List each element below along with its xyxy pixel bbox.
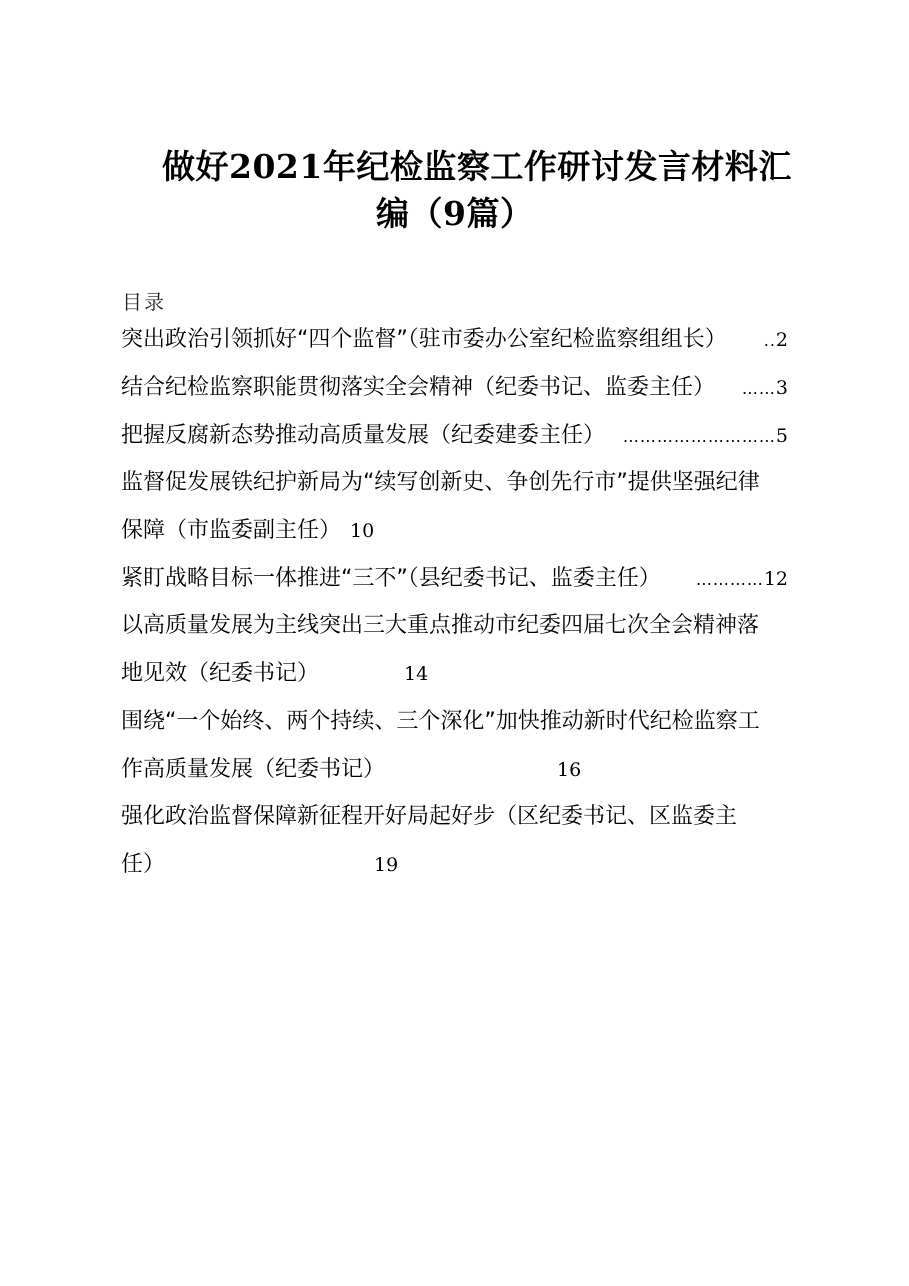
toc-entry-text-line-2: 任） (121, 852, 166, 877)
leader-dots: …… (741, 379, 776, 398)
toc-entry-text-line-1: 围绕“一个始终、两个持续、三个深化”加快推动新时代纪检监察工 (121, 709, 760, 734)
toc-entry-7-cont[interactable] (121, 755, 385, 785)
toc-entry-1-page (764, 325, 788, 356)
toc-entry-text-line-1: 监督促发展铁纪护新局为“续写创新史、争创先行市”提供坚强纪律 (121, 470, 760, 495)
toc-entry-text-line-1: 以高质量发展为主线突出三大重点推动市纪委四届七次全会精神落 (121, 613, 760, 638)
title-line-2: 编（9篇） (376, 194, 534, 233)
toc-entry-7-page: 16 (557, 759, 582, 781)
toc-entry-2-page (742, 373, 788, 404)
toc-entry-text: 结合纪检监察职能贯彻落实全会精神（纪委书记、监委主任） (121, 375, 716, 400)
toc-entry-8-page: 19 (374, 854, 399, 876)
toc-entry-6-page: 14 (404, 663, 429, 685)
leader-dots: .. (763, 331, 776, 350)
toc-entry-4-cont[interactable] (121, 516, 374, 546)
toc-entry-1[interactable] (121, 325, 727, 355)
page-number: 12 (763, 568, 788, 590)
page-number: 2 (775, 329, 788, 351)
page-number: 3 (775, 377, 788, 399)
toc-entry-text-line-2: 保障（市监委副主任） (121, 518, 342, 543)
toc-entry-3[interactable] (121, 421, 605, 451)
page-number: 10 (350, 520, 375, 542)
toc-entry-text: 紧盯战略目标一体推进“三不”（县纪委书记、监委主任） (121, 566, 661, 591)
toc-entry-text-line-2: 地见效（纪委书记） (121, 661, 320, 686)
toc-entry-3-page (623, 421, 788, 452)
toc-entry-6[interactable] (121, 611, 759, 641)
toc-label: 目录 (122, 290, 166, 314)
leader-dots: ………… (695, 570, 764, 589)
toc-entry-4[interactable] (121, 468, 760, 498)
toc-entry-text-line-1: 强化政治监督保障新征程开好局起好步（区纪委书记、区监委主 (121, 804, 738, 829)
toc-entry-2[interactable] (121, 373, 715, 403)
toc-entry-text: 把握反腐新态势推动高质量发展（纪委建委主任） (121, 423, 606, 448)
toc-entry-8-cont[interactable] (121, 850, 165, 880)
toc-entry-5[interactable] (121, 564, 661, 594)
title-line-1: 做好2021年纪检监察工作研讨发言材料汇 (162, 147, 792, 186)
toc-entry-6-cont[interactable] (121, 659, 319, 689)
toc-entry-7[interactable] (121, 707, 760, 737)
leader-dots: ……………………… (622, 427, 776, 446)
toc-entry-text-line-2: 作高质量发展（纪委书记） (121, 757, 386, 782)
toc-entry-8[interactable] (121, 802, 737, 832)
toc-entry-5-page (696, 564, 788, 595)
toc-entry-text: 突出政治引领抓好“四个监督”（驻市委办公室纪检监察组组长） (121, 327, 727, 352)
page-number: 5 (775, 425, 788, 447)
